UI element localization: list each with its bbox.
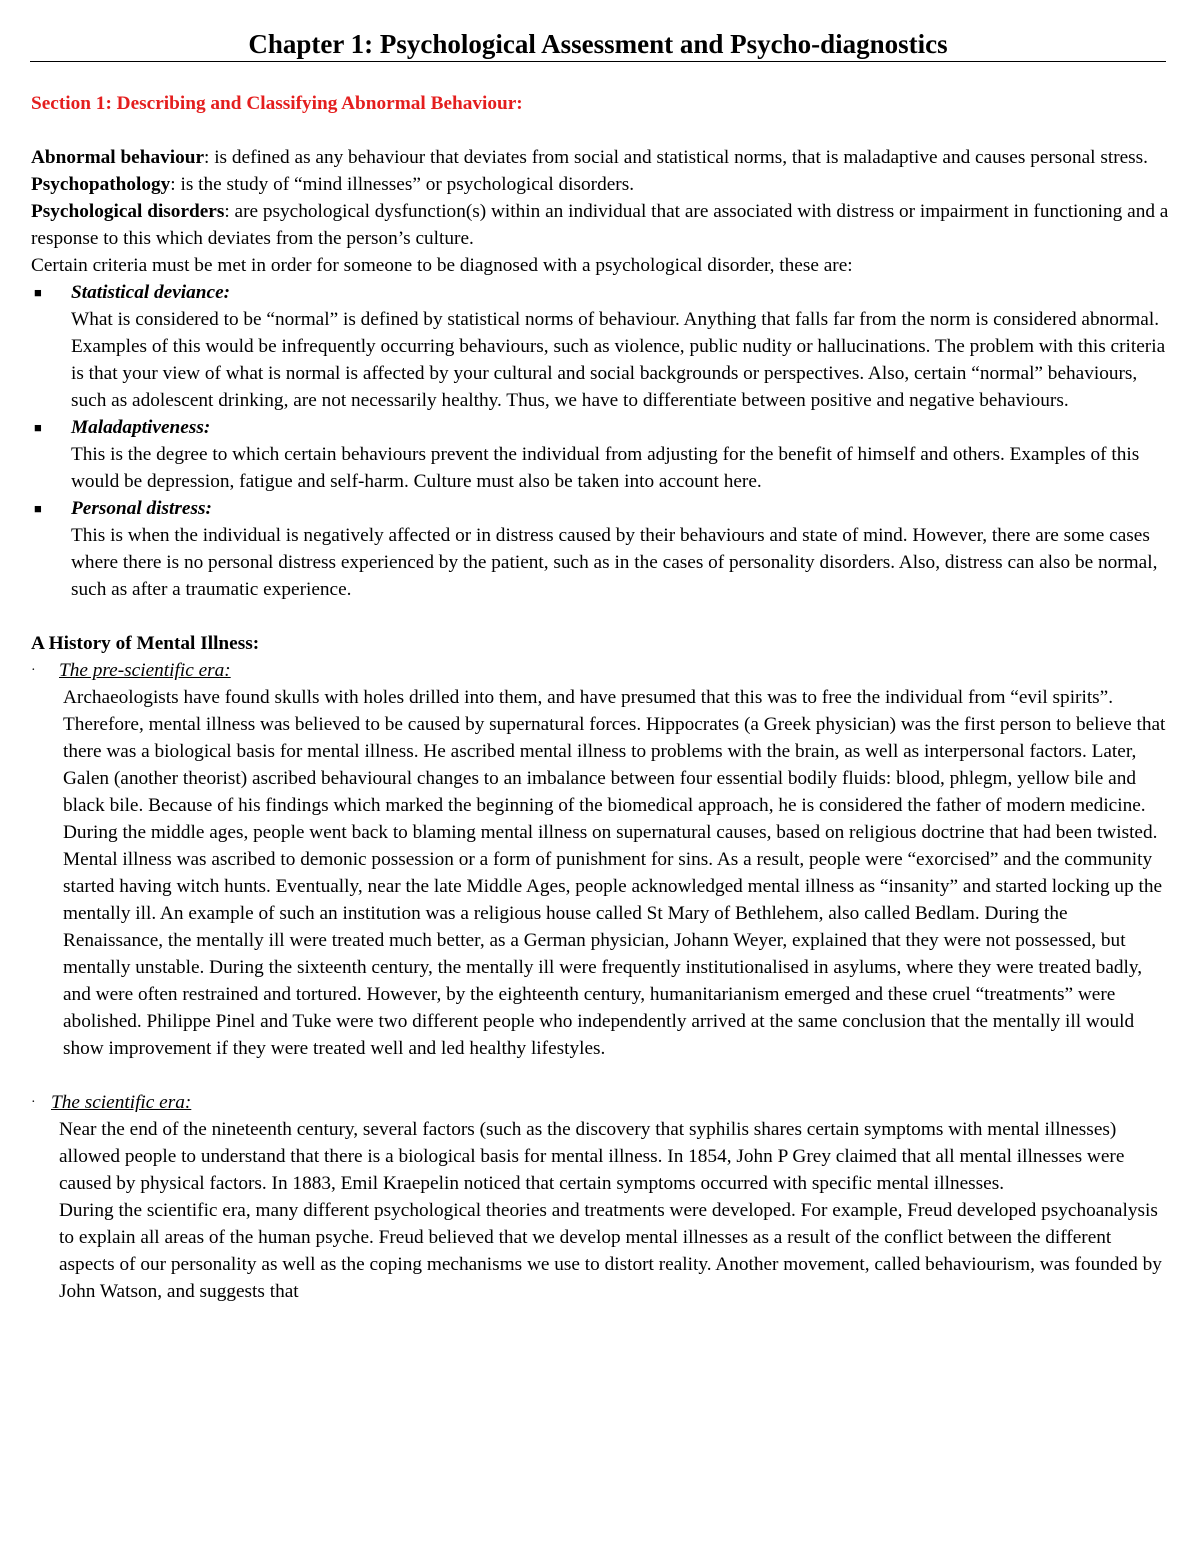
definition-psychological-disorders — [31, 198, 1169, 252]
dot-bullet-icon: · — [31, 663, 36, 678]
era-paragraph: Archaeologists have found skulls with holes drilled into them, and have presumed that this was to free the individual from “evil spirits”. Therefore, mental illness was believed to be caused by supernatural forces. Hippocrates (a Greek physician) was the first person to believe that there was a biological basis for mental illness. He ascribed mental illness to problems with the brain, as well as interpersonal factors. Later, Galen (another theorist) ascribed behavioural changes to an imbalance between four essential bodily fluids: blood, phlegm, yellow bile and black bile. Because of his findings which marked the beginning of the biomedical approach, he is considered the father of modern medicine. During the middle ages, people went back to blaming mental illness on supernatural causes, based on religious doctrine that had been twisted. Mental illness was ascribed to demonic possession or a form of punishment for sins. As a result, people were “exorcised” and the community started having witch hunts. Eventually, near the late Middle Ages, people acknowledged mental illness as “insanity” and started locking up the mentally ill. An example of such an institution was a religious house called St Mary of Bethlehem, also called Bedlam. During the Renaissance, the mentally ill were treated much better, as a German physician, Johann Weyer, explained that they were not possessed, but mentally unstable. During the sixteenth century, the mentally ill were frequently institutionalised in asylums, where they were treated badly, and were often restrained and tortured. However, by the eighteenth century, humanitarianism emerged and these cruel “treatments” were abolished. Philippe Pinel and Tuke were two different people who independently arrived at the same conclusion that the mentally ill would show improvement if they were treated well and led healthy lifestyles. — [63, 687, 1166, 1059]
era-title: The scientific era: — [51, 1092, 192, 1113]
definition-psychopathology — [31, 171, 1169, 198]
definition-term: Abnormal behaviour — [31, 147, 205, 168]
paragraph-spacer — [31, 603, 1169, 630]
square-bullet-icon: ■ — [34, 285, 42, 300]
page-title: Chapter 1: Psychological Assessment and Psycho-diagnostics — [248, 29, 948, 59]
criterion-title: Statistical deviance — [71, 282, 224, 303]
era-pre-scientific — [31, 657, 1169, 1062]
definition-text: : is the study of “mind illnesses” or psychological disorders. — [170, 174, 635, 195]
era-title: The pre-scientific era: — [59, 660, 231, 681]
definition-abnormal-behaviour — [31, 144, 1169, 171]
criterion-colon: : — [223, 282, 231, 303]
title-underline — [30, 61, 1166, 62]
criterion-text: This is when the individual is negatively affected or in distress caused by their behaviours and state of mind. However, there are some cases where there is no personal distress experienced by the patient, such as in the cases of personality disorders. Also, distress can also be normal, such as after a traumatic experience. — [71, 525, 1158, 600]
criterion-title: Personal distress — [71, 498, 206, 519]
section-heading: Section 1: Describing and Classifying Abnormal Behaviour: — [31, 93, 523, 114]
criterion-text: What is considered to be “normal” is defined by statistical norms of behaviour. Anything that falls far from the norm is considered abnormal. Examples of this would be infrequently occurring behaviours, such as violence, public nudity or hallucinations. The problem with this criteria is that your view of what is normal is affected by your cultural and social backgrounds or perspectives. Also, certain “normal” behaviours, such as adolescent drinking, are not necessarily healthy. Thus, we have to differentiate between positive and negative behaviours. — [71, 309, 1166, 411]
criterion-personal-distress — [31, 495, 1169, 603]
square-bullet-icon: ■ — [34, 420, 42, 435]
dot-bullet-icon: · — [31, 1095, 36, 1110]
history-heading: A History of Mental Illness: — [31, 633, 260, 654]
criterion-maladaptiveness — [31, 414, 1169, 495]
criterion-colon: : — [203, 417, 211, 438]
criterion-colon: : — [205, 498, 212, 519]
definition-term: Psychological disorders — [31, 201, 225, 222]
era-paragraph: During the scientific era, many different psychological theories and treatments were developed. For example, Freud developed psychoanalysis to explain all areas of the human psyche. Freud believed that we develop mental illnesses as a result of the conflict between the different aspects of our personality as well as the coping mechanisms we use to distort reality. Another movement, called behaviourism, was founded by John Watson, and suggests that — [59, 1200, 1162, 1302]
square-bullet-icon: ■ — [34, 501, 42, 516]
definition-text: : are psychological dysfunction(s) within an individual that are associated with distress or impairment in functioning and a response to this which deviates from the person’s culture. — [31, 201, 1169, 249]
criterion-statistical-deviance — [31, 279, 1169, 414]
definition-term: Psychopathology — [31, 174, 171, 195]
criterion-text: This is the degree to which certain behaviours prevent the individual from adjusting for the benefit of himself and others. Examples of this would be depression, fatigue and self-harm. Culture must also be taken into account here. — [71, 444, 1140, 492]
paragraph-spacer — [31, 1062, 1169, 1089]
document-body — [31, 90, 1169, 1305]
era-scientific — [31, 1089, 1169, 1305]
era-paragraph: Near the end of the nineteenth century, several factors (such as the discovery that syphilis shares certain symptoms with mental illnesses) allowed people to understand that there is a biological basis for mental illness. In 1854, John P Grey claimed that all mental illnesses were caused by physical factors. In 1883, Emil Kraepelin noticed that certain symptoms occurred with specific mental illnesses. — [59, 1119, 1125, 1194]
criterion-title: Maladaptiveness — [71, 417, 204, 438]
criteria-intro: Certain criteria must be met in order for someone to be diagnosed with a psychological disorder, these are: — [31, 255, 853, 276]
definition-text: : is defined as any behaviour that deviates from social and statistical norms, that is maladaptive and causes personal stress. — [204, 147, 1148, 168]
